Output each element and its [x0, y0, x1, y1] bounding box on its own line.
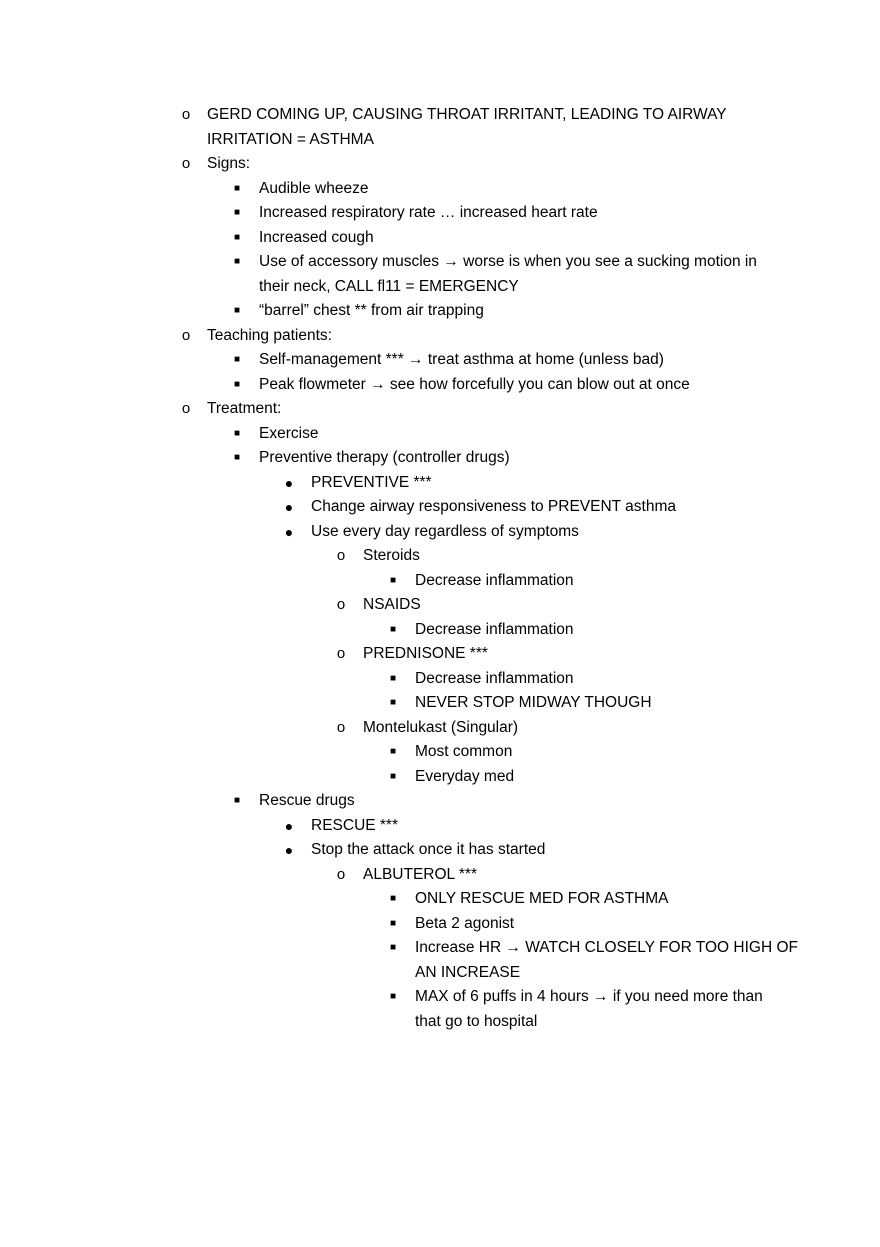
- note-text: Increased respiratory rate … increased heart rate: [259, 204, 598, 221]
- hollow-circle-bullet-icon: o: [181, 155, 191, 172]
- list-item: [0, 936, 880, 961]
- list-item: [0, 201, 880, 226]
- note-text: that go to hospital: [415, 1012, 538, 1030]
- hollow-circle-bullet-icon: o: [181, 326, 191, 344]
- list-item: [0, 299, 880, 324]
- note-text: Change airway responsiveness to PREVENT asthma: [311, 498, 676, 515]
- note-text: Most common: [415, 743, 513, 760]
- note-text: IRRITATION = ASTHMA: [207, 130, 374, 148]
- square-bullet-icon: ■: [389, 991, 397, 1002]
- list-item: [0, 887, 880, 912]
- drug-name: Montelukast (Singular): [363, 718, 519, 736]
- note-text: “barrel” chest ** from air trapping: [259, 302, 484, 319]
- list-item: [0, 152, 880, 177]
- note-text: Peak flowmeter → see how forcefully you can blow out at once: [259, 375, 690, 393]
- asthma-notes: [0, 103, 880, 1034]
- list-item: [0, 691, 880, 716]
- dot-bullet-icon: ●: [284, 523, 294, 540]
- drug-name: ALBUTEROL ***: [363, 865, 477, 883]
- dot-bullet-icon: ●: [284, 817, 294, 834]
- note-text: their neck, CALL fl11 = EMERGENCY: [259, 277, 519, 295]
- note-text: MAX of 6 puffs in 4 hours → if you need more than: [415, 988, 763, 1005]
- list-item: [0, 520, 880, 545]
- list-item: [0, 667, 880, 692]
- note-text: Decrease inflammation: [415, 669, 574, 687]
- list-item: [0, 569, 880, 594]
- square-bullet-icon: ■: [389, 623, 397, 635]
- list-item: [0, 177, 880, 202]
- drug-name: Steroids: [363, 547, 420, 564]
- square-bullet-icon: ■: [233, 427, 241, 439]
- square-bullet-icon: ■: [233, 256, 241, 267]
- list-item: [0, 250, 880, 275]
- list-item: [0, 838, 880, 863]
- list-item: [0, 789, 880, 814]
- list-item: [0, 642, 880, 667]
- list-item-continuation: [0, 1010, 880, 1035]
- list-item: [0, 446, 880, 471]
- note-text: NEVER STOP MIDWAY THOUGH: [415, 694, 652, 711]
- hollow-circle-bullet-icon: o: [336, 865, 346, 883]
- note-text: Everyday med: [415, 767, 515, 785]
- drug-name: PREDNISONE ***: [363, 645, 488, 662]
- section-heading-treatment: Treatment:: [207, 400, 282, 417]
- note-text: Decrease inflammation: [415, 620, 574, 638]
- square-bullet-icon: ■: [233, 795, 241, 806]
- square-bullet-icon: ■: [233, 207, 241, 218]
- note-text: Increased cough: [259, 228, 374, 246]
- drug-name: NSAIDS: [363, 596, 421, 613]
- list-item: [0, 495, 880, 520]
- note-text: Rescue drugs: [259, 792, 355, 809]
- note-text: GERD COMING UP, CAUSING THROAT IRRITANT, LEADING TO AIRWAY: [207, 106, 727, 123]
- square-bullet-icon: ■: [233, 305, 241, 316]
- square-bullet-icon: ■: [389, 746, 397, 757]
- list-item: [0, 422, 880, 447]
- list-item-continuation: [0, 128, 880, 153]
- note-text: Self-management *** → treat asthma at home (unless bad): [259, 351, 664, 368]
- note-text: Use of accessory muscles → worse is when you see a sucking motion in: [259, 253, 757, 270]
- list-item: [0, 765, 880, 790]
- note-text: Stop the attack once it has started: [311, 841, 546, 858]
- list-item: [0, 544, 880, 569]
- note-text: Use every day regardless of symptoms: [311, 522, 579, 540]
- list-item: [0, 985, 880, 1010]
- hollow-circle-bullet-icon: o: [336, 718, 346, 736]
- list-item: [0, 397, 880, 422]
- square-bullet-icon: ■: [389, 917, 397, 929]
- square-bullet-icon: ■: [233, 231, 241, 243]
- square-bullet-icon: ■: [389, 770, 397, 782]
- square-bullet-icon: ■: [233, 452, 241, 463]
- hollow-circle-bullet-icon: o: [181, 400, 191, 417]
- list-item: [0, 324, 880, 349]
- note-text: Audible wheeze: [259, 179, 369, 197]
- square-bullet-icon: ■: [389, 697, 397, 708]
- hollow-circle-bullet-icon: o: [336, 645, 346, 662]
- list-item: [0, 740, 880, 765]
- note-text: Beta 2 agonist: [415, 914, 515, 932]
- list-item: [0, 471, 880, 496]
- list-item-continuation: [0, 961, 880, 986]
- list-item: [0, 912, 880, 937]
- list-item: [0, 348, 880, 373]
- list-item: [0, 863, 880, 888]
- note-text: RESCUE ***: [311, 816, 398, 834]
- hollow-circle-bullet-icon: o: [181, 106, 191, 123]
- square-bullet-icon: ■: [389, 574, 397, 586]
- list-item: [0, 716, 880, 741]
- square-bullet-icon: ■: [233, 182, 241, 194]
- list-item: [0, 593, 880, 618]
- square-bullet-icon: ■: [233, 378, 241, 390]
- note-text: PREVENTIVE ***: [311, 473, 432, 491]
- square-bullet-icon: ■: [389, 893, 397, 904]
- list-item: [0, 618, 880, 643]
- square-bullet-icon: ■: [233, 354, 241, 365]
- note-text: AN INCREASE: [415, 963, 521, 981]
- list-item: [0, 814, 880, 839]
- dot-bullet-icon: ●: [284, 474, 294, 491]
- section-heading-signs: Signs:: [207, 155, 251, 172]
- square-bullet-icon: ■: [389, 672, 397, 684]
- note-text: ONLY RESCUE MED FOR ASTHMA: [415, 890, 669, 907]
- note-text: Preventive therapy (controller drugs): [259, 449, 510, 466]
- list-item-continuation: [0, 275, 880, 300]
- list-item: [0, 103, 880, 128]
- square-bullet-icon: ■: [389, 942, 397, 953]
- dot-bullet-icon: ●: [284, 499, 294, 515]
- note-text: Exercise: [259, 424, 319, 442]
- hollow-circle-bullet-icon: o: [336, 596, 346, 613]
- hollow-circle-bullet-icon: o: [336, 547, 346, 564]
- note-text: Increase HR → WATCH CLOSELY FOR TOO HIGH OF: [415, 939, 798, 956]
- list-item: [0, 373, 880, 398]
- note-text: Decrease inflammation: [415, 571, 574, 589]
- list-item: [0, 226, 880, 251]
- dot-bullet-icon: ●: [284, 842, 294, 858]
- section-heading-teaching: Teaching patients:: [207, 326, 332, 344]
